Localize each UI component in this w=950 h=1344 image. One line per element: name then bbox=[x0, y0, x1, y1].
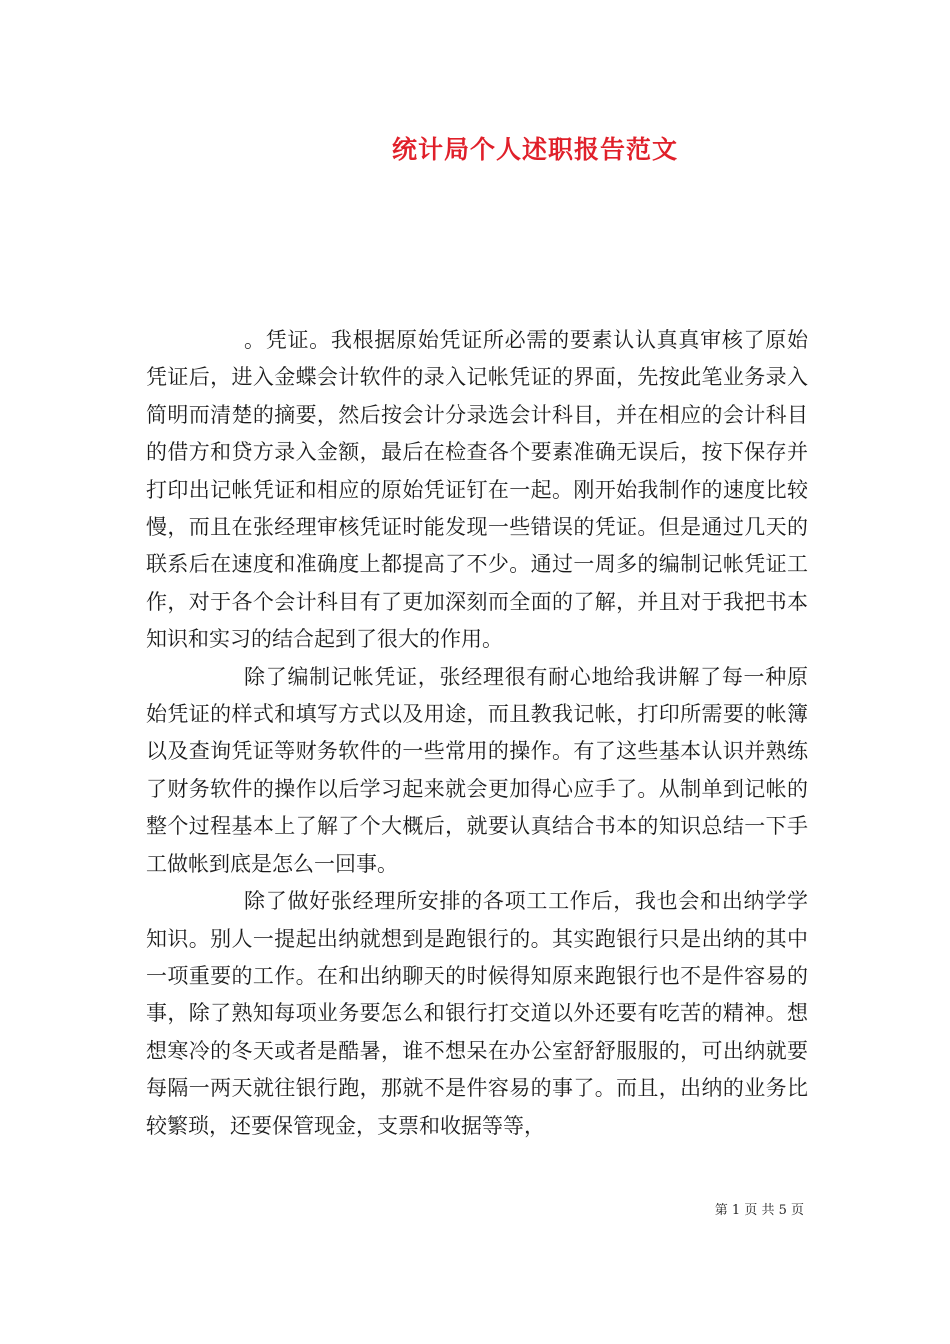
paragraph-2: 除了编制记帐凭证，张经理很有耐心地给我讲解了每一种原始凭证的样式和填写方式以及用途，而且教我记帐，打印所需要的帐簿以及查询凭证等财务软件的一些常用的操作。有了这些基本认识并熟练了财务软件的操作以后学习起来就会更加得心应手了。从制单到记帐的整个过程基本上了解了个大概后，就要认真结合书本的知识总结一下手工做帐到底是怎么一回事。 bbox=[146, 664, 808, 876]
paragraph-3: 除了做好张经理所安排的各项工工作后，我也会和出纳学学知识。别人一提起出纳就想到是跑银行的。其实跑银行只是出纳的其中一项重要的工作。在和出纳聊天的时候得知原来跑银行也不是件容易的事，除了熟知每项业务要怎么和银行打交道以外还要有吃苦的精神。想想寒冷的冬天或者是酷暑，谁不想呆在办公室舒舒服服的，可出纳就要每隔一两天就往银行跑，那就不是件容易的事了。而且，出纳的业务比较繁琐，还要保管现金，支票和收据等等， bbox=[146, 889, 808, 1138]
document-body bbox=[146, 322, 808, 1145]
paragraph-1: 。凭证。我根据原始凭证所必需的要素认认真真审核了原始凭证后，进入金蝶会计软件的录入记帐凭证的界面，先按此笔业务录入简明而清楚的摘要，然后按会计分录选会计科目，并在相应的会计科目的借方和贷方录入金额，最后在检查各个要素准确无误后，按下保存并打印出记帐凭证和相应的原始凭证钉在一起。刚开始我制作的速度比较慢，而且在张经理审核凭证时能发现一些错误的凭证。但是通过几天的联系后在速度和准确度上都提高了不少。通过一周多的编制记帐凭证工作，对于各个会计科目有了更加深刻而全面的了解，并且对于我把书本知识和实习的结合起到了很大的作用。 bbox=[146, 328, 808, 652]
page-footer: 第 1 页 共 5 页 bbox=[714, 1203, 804, 1218]
page-title: 统计局个人述职报告范文 bbox=[391, 135, 678, 164]
